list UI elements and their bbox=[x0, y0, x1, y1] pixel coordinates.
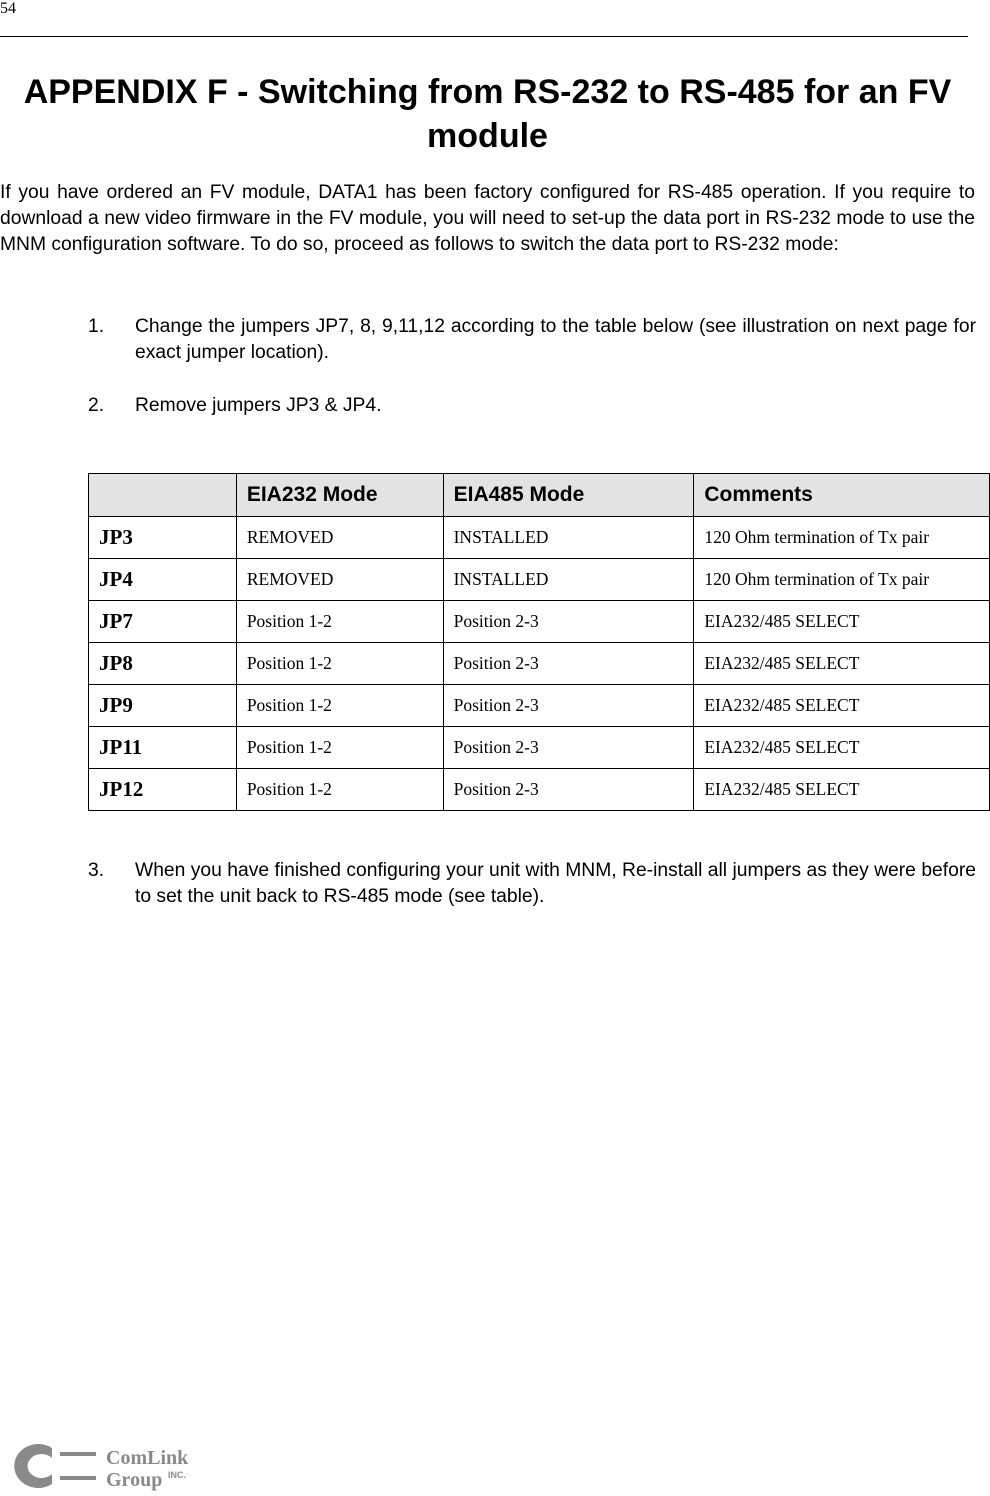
jumper-id: JP12 bbox=[89, 769, 237, 811]
column-header: EIA232 Mode bbox=[236, 474, 443, 517]
jumper-id: JP8 bbox=[89, 643, 237, 685]
step-text: When you have finished configuring your unit with MNM, Re-install all jumpers as they were before to set the unit back to RS-485 mode (see table). bbox=[135, 860, 976, 907]
eia485-value: Position 2-3 bbox=[443, 685, 694, 727]
comment: EIA232/485 SELECT bbox=[694, 643, 990, 685]
eia485-value: INSTALLED bbox=[443, 517, 694, 559]
eia232-value: REMOVED bbox=[236, 517, 443, 559]
step-1 bbox=[88, 314, 976, 366]
table-row bbox=[89, 601, 990, 643]
eia232-value: REMOVED bbox=[236, 559, 443, 601]
step-number: 2. bbox=[88, 395, 105, 416]
jumper-id: JP4 bbox=[89, 559, 237, 601]
eia232-value: Position 1-2 bbox=[236, 685, 443, 727]
logo-mark bbox=[14, 1444, 100, 1488]
jumper-id: JP3 bbox=[89, 517, 237, 559]
table-row bbox=[89, 727, 990, 769]
jumper-id: JP7 bbox=[89, 601, 237, 643]
intro-paragraph: If you have ordered an FV module, DATA1 has been factory configured for RS-485 operation. If you require to download a new video firmware in the FV module, you will need to set-up the data port in RS-232 mode to use the MNM configuration software. To do so, proceed as follows to switch the data port to RS-232 mode: bbox=[0, 182, 975, 255]
comment: EIA232/485 SELECT bbox=[694, 601, 990, 643]
table-row bbox=[89, 769, 990, 811]
jumper-table bbox=[88, 473, 990, 811]
table-row bbox=[89, 685, 990, 727]
eia485-value: Position 2-3 bbox=[443, 643, 694, 685]
table-row bbox=[89, 517, 990, 559]
column-header: Comments bbox=[694, 474, 990, 517]
eia485-value: Position 2-3 bbox=[443, 769, 694, 811]
step-text: Remove jumpers JP3 & JP4. bbox=[135, 395, 382, 416]
table-row bbox=[89, 643, 990, 685]
eia232-value: Position 1-2 bbox=[236, 643, 443, 685]
comment: EIA232/485 SELECT bbox=[694, 769, 990, 811]
eia485-value: Position 2-3 bbox=[443, 601, 694, 643]
comment: 120 Ohm termination of Tx pair bbox=[694, 559, 990, 601]
table-row bbox=[89, 559, 990, 601]
jumper-id: JP9 bbox=[89, 685, 237, 727]
eia485-value: INSTALLED bbox=[443, 559, 694, 601]
eia232-value: Position 1-2 bbox=[236, 727, 443, 769]
logo-wordmark-line2: Group bbox=[106, 1469, 163, 1491]
step-3 bbox=[88, 858, 976, 910]
company-logo bbox=[0, 1440, 230, 1492]
page-title: APPENDIX F - Switching from RS-232 to RS-485 for an FV module bbox=[23, 73, 952, 155]
step-number: 1. bbox=[88, 316, 105, 337]
logo-wordmark-inc: INC. bbox=[168, 1470, 186, 1480]
jumper-id: JP11 bbox=[89, 727, 237, 769]
page-number: 54 bbox=[0, 0, 16, 17]
column-header bbox=[89, 474, 237, 517]
step-text: Change the jumpers JP7, 8, 9,11,12 according to the table below (see illustration on next page for exact jumper location). bbox=[135, 316, 976, 363]
logo-wordmark-line1: ComLink bbox=[106, 1447, 189, 1469]
column-header: EIA485 Mode bbox=[443, 474, 694, 517]
eia232-value: Position 1-2 bbox=[236, 769, 443, 811]
eia232-value: Position 1-2 bbox=[236, 601, 443, 643]
step-number: 3. bbox=[88, 860, 105, 881]
header-rule bbox=[0, 36, 968, 37]
table-header-row bbox=[89, 474, 990, 517]
step-2 bbox=[88, 393, 976, 419]
eia485-value: Position 2-3 bbox=[443, 727, 694, 769]
comment: 120 Ohm termination of Tx pair bbox=[694, 517, 990, 559]
comment: EIA232/485 SELECT bbox=[694, 685, 990, 727]
comment: EIA232/485 SELECT bbox=[694, 727, 990, 769]
